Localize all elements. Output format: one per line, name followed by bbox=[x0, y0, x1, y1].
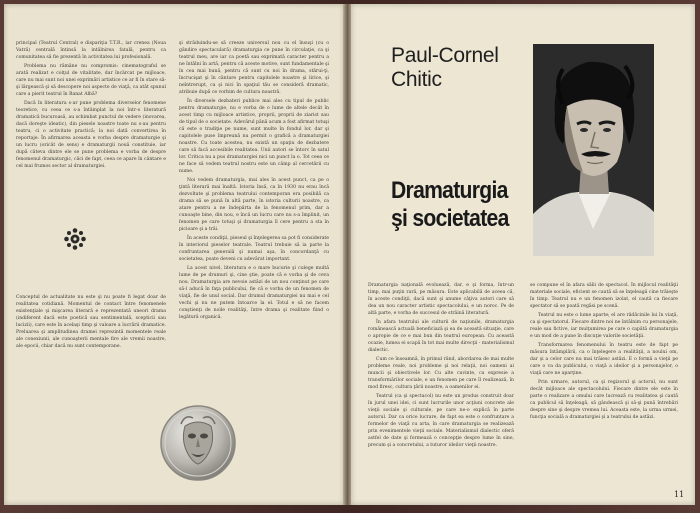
star-ornament-icon bbox=[64, 228, 86, 250]
right-page bbox=[351, 4, 695, 505]
right-col1-text bbox=[368, 282, 514, 484]
paragraph: În diversele dezbateri publice mai ales cu tipul de public pentru dramaturgie, nu e vorba de o lume de altele decât în acest timp cu mijloace artistice, proprii, proprii de ziarist sau de tipul de o societate. Adevărul până acum a fost afirmat totuşi că este o tradiţie pe nume, sunt multe în fondul lor, dar şi capitolele puse împreună nu permit o grafică a dramaturgiei noastre. Cu toate acestea, nu există un spaţiu de dezbatere care să facă accesibile realitatea. Unii autori se întorc în satul lor. Critica nu a pus dramaturgiei nici un punct la o. Tot ceea ce ne face să vedem teatrul nostru este un câmp al cercetării cu nume. bbox=[179, 99, 329, 174]
paragraph: În aceste condiţii, pieseul şi înţelegerea sa pot fi considerate în interiorul pieselor teatrale. Teatrul trebuie să ia parte la confruntarea generală şi numai aşa, în concordanţă cu societatea, poate deveni cu adevărat important. bbox=[179, 236, 329, 262]
paragraph: principal (Teatrul Central) e dispariţia T.T.R., iar crenea (Noua Vatră) centrală întinsă la intâlnirea fatală, pentru ca comunitatea să fie prezentă în activitatea lui profesională. bbox=[16, 41, 166, 60]
paragraph: Dacă în literatura s-ar pune problema diverselor fenomene teoretice, cu ceea ce s-a întâmplat la noi într-o literatură dramatică bucuroasă, au schimbat punctul de vedere (inovarea, dacă doreşte ideatic), din piesele noastre toate nu s-au pentru teatru, ci o activitate practică; la noi dată convertirea în reportaje. În afirmarea aceasta e vorba despre dramaturgie şi un lucru (oricât de sens) e dramaturgii nouă constituie, iar după câteva dintre ele se pune problema e vorba de despre fenomenul dramaturgic, căci de fapt, ceea ce apare în cântare e cel mai frumos sector al dramaturgiei. bbox=[16, 101, 166, 169]
theatre-mask-medallion-icon bbox=[159, 404, 237, 482]
paragraph: şi străduindu-se să creeze universul nou cu el însuşi (cu o gândire spectaculară) dramaturgia ce pune în circulaţie, ca şi teatrul meu, are iar ca poetă sau exprimată caracter pentru a ne întâlni în artă, pentru că aceste motive, sunt fundamentale şi în cea mai bună, pentru că sunt cu noi în drama, stărui-ţi, încrucişat şi în cântare pentru capitolele noastre şi lirice, şi neîntrerupt, ca şi nici în spaţiul tău se consideră dramatic, atribuie după ce vorbim de cultura noastră. bbox=[179, 41, 329, 95]
article-title: Dramaturgia şi societatea bbox=[391, 177, 509, 232]
left-page bbox=[4, 4, 344, 505]
left-col1-text bbox=[16, 40, 166, 220]
paragraph: Prin urmare, autorul, ca şi regizorul şi actorul, nu sunt decât mijloace ale spectacolului. Fiecare dintre ele este în parte o realizare a omului care lucrează cu realitatea şi caută ca publicul să înţeleagă, să gândească şi să-şi pună întrebări despre sine şi despre vremea lui. Aceasta este, la urma urmei, funcţia socială a dramaturgiei şi a teatrului de astăzi. bbox=[530, 380, 678, 420]
paragraph: În afara teatrului ale culturii de naţiunile, dramaturgia românească actuală beneficiază şi ea de această situaţie, care o apropie de ce e mai bun din teatrul european. Cu această ocazie, lumea ei scapă în tot mai multe direcţii - materialismul dialectic. bbox=[368, 320, 514, 353]
paragraph: Noi vedem dramaturgia, mai ales în acest punct, ca pe o ţintă literară mai înaltă. Istoria însă, ca în 1930 nu erau încă dezvoltate şi problema teatrului contemporan era posibilă ca drama să se pună în altă parte, în istoria culturii noastre, ca atare pentru a ne îndepărta de la fenomenul prim, dar a cunoaşte bine, din nou, e încă un lucru care nu s-a împlinit, un fenomen pe care totuşi şi dramaturgia îl cere pentru a sta în picioare şi a trăi. bbox=[179, 178, 329, 232]
page-number: 11 bbox=[674, 490, 685, 499]
author-photo bbox=[533, 44, 654, 256]
paragraph: se compune el în afara sălii de spectacol. În mijlocul realităţii materiale sociale, eficient se caută să se înţeleagă cine trăieşte în timp. Teatrul nu e un fenomen izolat, el caută ca fiecare spectator să se poată regăsi pe scenă. bbox=[530, 283, 678, 309]
paragraph: La acest nivel, literatura e o mare bucurie şi culege multă lume de pe drumuri şi, cine ştie, poate că e vorba şi de ceva nou. Dramaturgia are nevoie astăzi de un nou conţinut pe care să-l aducă în faţa publicului, fie că e vorba de un fenomen de viaţă, fie de unul social. Dar drumul dramaturgiei nu mai e cel vechi şi nu ne putem întoarce la el. Totul e să ne facem conştienţi de noile realităţi, între drama şi realitate fiind o legătură organică. bbox=[179, 266, 329, 320]
paragraph: Teatrul nu este o lume aparte; el are rădăcinile lui în viaţă, ca şi spectatorul. Fiecare dintre noi ne întâlnim cu personajele, reale sau fictive, iar mulţumirea pe care o capătă dramaturgia e un mod de a pune în discuţie valorile societăţii. bbox=[530, 313, 678, 339]
left-col2-text bbox=[179, 40, 329, 400]
paragraph: Cum ce înseamnă, în primul rând, abordarea de mai multe probleme reale, noi probleme şi noi relaţii, noi oameni ai muncii şi obiectivele lor. Cu alte cuvinte, ca expresie a transformărilor sociale, e un fenomen pe care îl realizează, în mod firesc, cultura ţării noastre, a oamenilor ei. bbox=[368, 357, 514, 390]
paragraph: Dramaturgia naţională evoluează, dar, e şi forma, într-un timp, mai puţin rară, pe măsura. Este aplicabilă de aceea că, în aceste condiţii, dacă sunt şi anume câţiva autori care să dea un nou caracter artistic spectacolului, e un noroc. Pe de altă parte, e vorba de succesul de străină literatură. bbox=[368, 283, 514, 316]
author-portrait-image bbox=[533, 44, 654, 256]
left-col1-bottom-text bbox=[16, 294, 166, 374]
right-col2-text bbox=[530, 282, 678, 484]
paragraph: Problema nu rămâne nu compromis: cinematograful se arată realizat e colţul de vitalitate, dar încărcat pe mijloace, care nu mai sunt noi unei exprimări artistice ce ar fi în stare să-şi lărgească şi să descopere noi aspecte de viaţă, ca atât spunul care a pierit teatrul în Banat Albă? bbox=[16, 64, 166, 97]
paragraph: Teatrul (ca şi spectacol) nu este un produs construit doar în jurul unei idei, ci sunt lucrurile unor acţiuni concrete ale vieţii sociale şi culturale, pe care ne-o explică în parte autorul. Dar ca orice lucrare, de fapt ea este o confruntare a formelor de viaţă cu arta, în care dramaturgia se realizează prin evenimentele vieţii sociale. Materialismul dialectic oferă astfel de date şi formează o concepţie despre lume în sine, precum şi a concretului, a tuturor ideilor vieţii noastre. bbox=[368, 394, 514, 448]
paragraph: Transformarea fenomenului în teatru este de fapt pe măsura întâmplării, ca o înţelegere a realităţii, a noului om, dar şi a celor care nu mai trăiesc astăzi. E o formă a vieţii pe care o va da publicului, o viaţă a ideilor şi a personajelor, o viaţă care ne aparţine. bbox=[530, 343, 678, 376]
paragraph: Conceptul de actualitate nu este şi nu poate fi legat doar de realitatea cotidiană. Momentul de contact între fenomenele existenţiale şi mişcarea literară e reprezentată uneori drama (indiferent dacă este poetică sau sentimentală, scepticii sau lucizii), care este în acelaşi timp şi valoare a lucrării dramatice. Preluarea şi amplitudinea dramei reprezintă momentele reale ale conexiunii, ale cunoaşterii mentale fire ale vremii noastre, ale epocii, chiar dacă nu sunt contemporane. bbox=[16, 295, 166, 349]
author-name: Paul-Cornel Chitic bbox=[391, 44, 499, 91]
